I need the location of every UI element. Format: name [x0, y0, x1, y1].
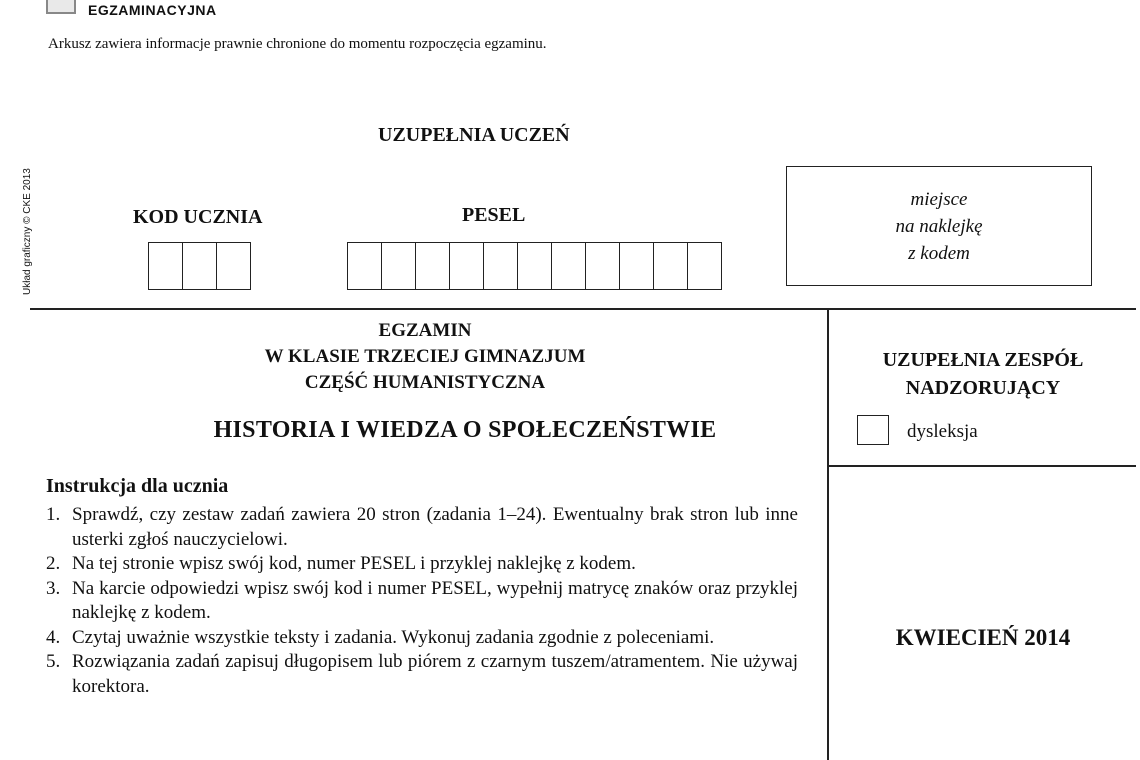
pesel-digit-box[interactable]: [551, 242, 585, 290]
instructions-title: Instrukcja dla ucznia: [46, 475, 229, 497]
instruction-item: [46, 503, 798, 552]
supervisor-section-heading: [830, 346, 1136, 402]
barcode-sticker-area: [786, 166, 1092, 286]
exam-title-line2: W KLASIE TRZECIEJ GIMNAZJUM: [264, 346, 586, 367]
pesel-label: PESEL: [462, 204, 526, 226]
instruction-number: 2.: [46, 553, 61, 574]
instruction-number: 3.: [46, 577, 61, 599]
exam-title-line1: EGZAMIN: [378, 320, 472, 341]
cke-logo-icon: [46, 0, 76, 14]
supervisor-heading-line2: NADZORUJĄCY: [905, 377, 1061, 399]
dyslexia-checkbox[interactable]: [857, 415, 889, 445]
pesel-digit-box[interactable]: [415, 242, 449, 290]
student-code-box[interactable]: [182, 242, 216, 290]
graphic-credit: Układ graficzny © CKE 2013: [22, 168, 33, 295]
pesel-digit-box[interactable]: [619, 242, 653, 290]
exam-title: [30, 318, 820, 396]
pesel-digit-box[interactable]: [347, 242, 381, 290]
exam-date: KWIECIEŃ 2014: [895, 625, 1071, 650]
instruction-number: 1.: [46, 504, 61, 525]
pesel-digit-box[interactable]: [381, 242, 415, 290]
sticker-text-line2: na naklejkę: [895, 215, 983, 237]
supervisor-heading-line1: UZUPEŁNIA ZESPÓŁ: [882, 349, 1084, 371]
instruction-item: [46, 650, 798, 699]
instruction-text: Sprawdź, czy zestaw zadań zawiera 20 stron (zadania 1–24). Ewentualny brak stron lub inne usterki zgłoś nauczycielowi.: [72, 504, 798, 550]
sticker-text-line3: z kodem: [908, 242, 970, 264]
exam-subject: HISTORIA I WIEDZA O SPOŁECZEŃSTWIE: [213, 417, 717, 443]
pesel-digit-box[interactable]: [483, 242, 517, 290]
student-section-heading: UZUPEŁNIA UCZEŃ: [378, 124, 570, 146]
pesel-digit-box[interactable]: [653, 242, 687, 290]
instruction-text: Na tej stronie wpisz swój kod, numer PESEL i przyklej naklejkę z kodem.: [72, 553, 636, 574]
pesel-digit-box[interactable]: [449, 242, 483, 290]
instruction-number: 4.: [46, 626, 61, 648]
divider-right-panel: [827, 465, 1136, 467]
sticker-text-line1: miejsce: [910, 188, 968, 210]
header-org-title: EGZAMINACYJNA: [88, 2, 217, 18]
divider-horizontal: [30, 308, 1136, 310]
student-code-box[interactable]: [216, 242, 251, 290]
student-code-boxes[interactable]: [148, 242, 251, 290]
pesel-digit-box[interactable]: [585, 242, 619, 290]
divider-vertical: [827, 308, 829, 760]
exam-title-line3: CZĘŚĆ HUMANISTYCZNA: [304, 372, 546, 393]
instruction-item: [46, 552, 798, 577]
instruction-number: 5.: [46, 651, 61, 672]
pesel-digit-box[interactable]: [517, 242, 551, 290]
confidentiality-notice: Arkusz zawiera informacje prawnie chronione do momentu rozpoczęcia egzaminu.: [48, 36, 547, 52]
instructions-list: [46, 503, 798, 699]
student-code-label: KOD UCZNIA: [133, 206, 263, 228]
instruction-text: Czytaj uważnie wszystkie teksty i zadania. Wykonuj zadania zgodnie z poleceniami.: [72, 626, 715, 648]
instruction-text: Rozwiązania zadań zapisuj długopisem lub piórem z czarnym tuszem/atramentem. Nie używaj korektora.: [72, 651, 798, 697]
instruction-item: [46, 626, 798, 651]
pesel-boxes[interactable]: [347, 242, 722, 290]
pesel-digit-box[interactable]: [687, 242, 722, 290]
instruction-item: [46, 577, 798, 626]
instruction-text: Na karcie odpowiedzi wpisz swój kod i numer PESEL, wypełnij matrycę znaków oraz przyklej naklejkę z kodem.: [72, 577, 798, 623]
dyslexia-label: dysleksja: [907, 421, 978, 442]
student-code-box[interactable]: [148, 242, 182, 290]
